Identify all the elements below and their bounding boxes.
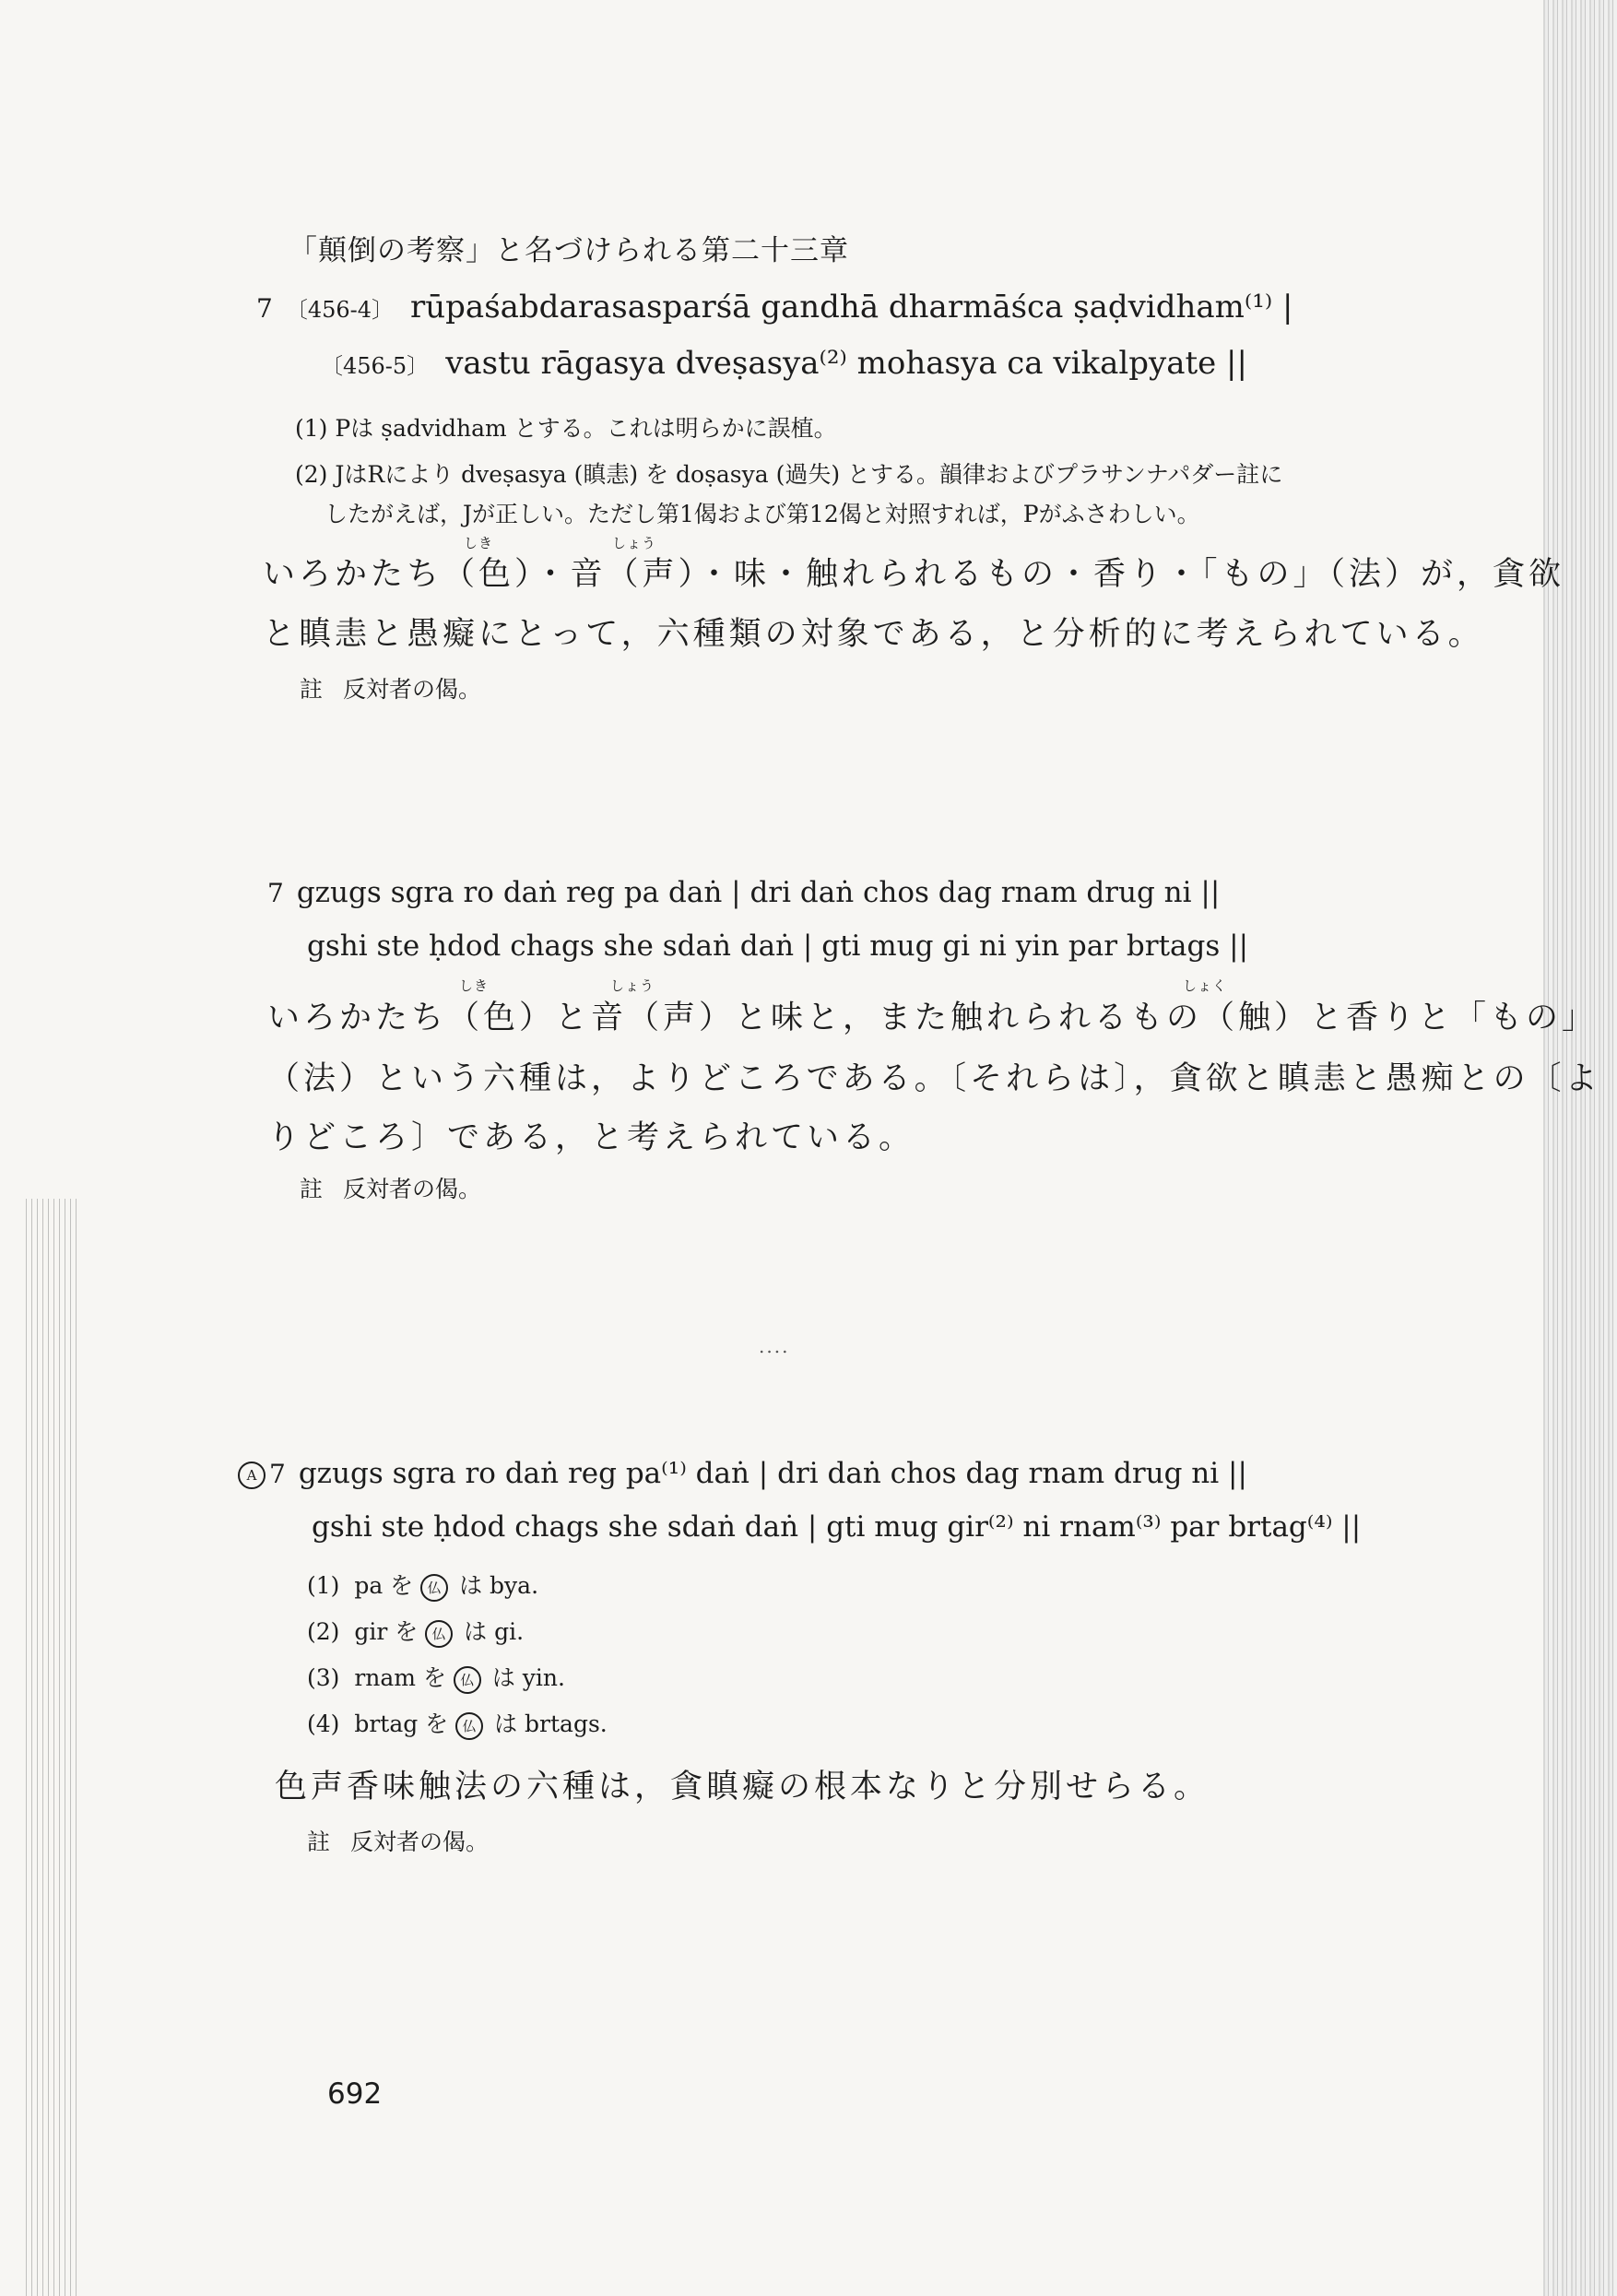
verse-number: 7 xyxy=(267,878,284,908)
translation-line-3: りどころ〕である，と考えられている。 xyxy=(267,1119,915,1156)
chapter-heading: 「顛倒の考察」と名づけられる第二十三章 xyxy=(289,234,849,267)
footnote-3: (3) rnam を 仏 は yin. xyxy=(307,1660,565,1694)
circled-buddha-icon: 仏 xyxy=(425,1620,453,1648)
ruby-shiki: しき xyxy=(464,535,494,551)
footnote-2-continued: したがえば，Jが正しい。ただし第1偈および第12偈と対照すれば，Pがふさわしい。 xyxy=(325,501,1200,527)
translation-line: 色声香味触法の六種は，貪瞋癡の根本なりと分別せらる。 xyxy=(275,1769,1210,1805)
chinese-verse-line-1 xyxy=(238,1457,1247,1490)
remark-text: 反対者の偈。 xyxy=(343,1176,482,1202)
chinese-verse-line-2: gshi ste ḥdod chags she sdaṅ daṅ | gti mug gir⁽²⁾ ni rnam⁽³⁾ par brtag⁽⁴⁾ || xyxy=(312,1510,1362,1544)
footnote-4: (4) brtag を 仏 は brtags. xyxy=(307,1706,608,1740)
translation-line-1: いろかたち（色）・音（声）・味・触れられるもの・香り・「もの」（法）が，貪欲 xyxy=(263,556,1565,593)
translation-line-1: いろかたち（色）と音（声）と味と，また触れられるもの（触）と香りと「もの」 xyxy=(267,1000,1599,1036)
sanskrit-verse-line-1 xyxy=(256,289,1293,325)
separator-dots: .... xyxy=(759,1335,790,1357)
remark xyxy=(307,1824,489,1857)
circled-buddha-icon: 仏 xyxy=(420,1574,448,1602)
page-edge-shadow xyxy=(1543,0,1617,2296)
remark xyxy=(300,671,481,704)
remark-label: 註 xyxy=(307,1829,331,1855)
verse-text: gzugs sgra ro daṅ reg pa daṅ | dri daṅ chos dag rnam drug ni || xyxy=(296,876,1221,909)
circled-buddha-icon: 仏 xyxy=(455,1712,483,1740)
verse-text: vastu rāgasya dveṣasya⁽²⁾ mohasya ca vikalpyate || xyxy=(445,345,1247,382)
remark-text: 反対者の偈。 xyxy=(343,676,482,703)
remark xyxy=(300,1171,481,1204)
verse-text: gzugs sgra ro daṅ reg pa⁽¹⁾ daṅ | dri daṅ chos dag rnam drug ni || xyxy=(298,1457,1247,1490)
circled-buddha-icon: 仏 xyxy=(454,1666,481,1694)
footnote-2: (2) gir を 仏 は gi. xyxy=(307,1614,524,1648)
ruby-shiki: しき xyxy=(459,977,490,994)
remark-text: 反対者の偈。 xyxy=(350,1829,490,1855)
footnote-2: (2) JはRにより dveṣasya (瞋恚) を doṣasya (過失) とする。韻律およびプラサンナパダー註に xyxy=(295,461,1283,488)
binding-shadow xyxy=(26,1199,77,2296)
verse-number: 7 xyxy=(269,1459,286,1489)
circled-a-marker: A xyxy=(238,1462,266,1489)
tibetan-verse-line-1 xyxy=(267,876,1220,909)
ruby-shou: しょう xyxy=(612,535,657,551)
ruby-shou: しょう xyxy=(610,977,655,994)
verse-number: 7 xyxy=(256,293,273,324)
sanskrit-verse-line-2 xyxy=(321,345,1247,382)
translation-line-2: （法）という六種は，よりどころである。〔それらは〕，貪欲と瞋恚と愚痴との〔よ xyxy=(267,1060,1601,1097)
remark-label: 註 xyxy=(300,676,324,703)
footnote-1: (1) pa を 仏 は bya. xyxy=(307,1568,538,1602)
page-number: 692 xyxy=(327,2077,383,2111)
remark-label: 註 xyxy=(300,1176,324,1202)
verse-ref: 〔456-5〕 xyxy=(321,353,430,379)
tibetan-verse-line-2: gshi ste ḥdod chags she sdaṅ daṅ | gti mug gi ni yin par brtags || xyxy=(307,929,1249,963)
translation-line-2: と瞋恚と愚癡にとって，六種類の対象である，と分析的に考えられている。 xyxy=(263,616,1484,653)
verse-ref: 〔456-4〕 xyxy=(285,297,395,323)
ruby-shoku: しょく xyxy=(1183,977,1228,994)
verse-text: rūpaśabdarasasparśā gandhā dharmāśca ṣaḍvidham⁽¹⁾ | xyxy=(410,289,1293,325)
footnote-1: (1) Pは ṣadvidham とする。これは明らかに誤植。 xyxy=(295,415,837,442)
